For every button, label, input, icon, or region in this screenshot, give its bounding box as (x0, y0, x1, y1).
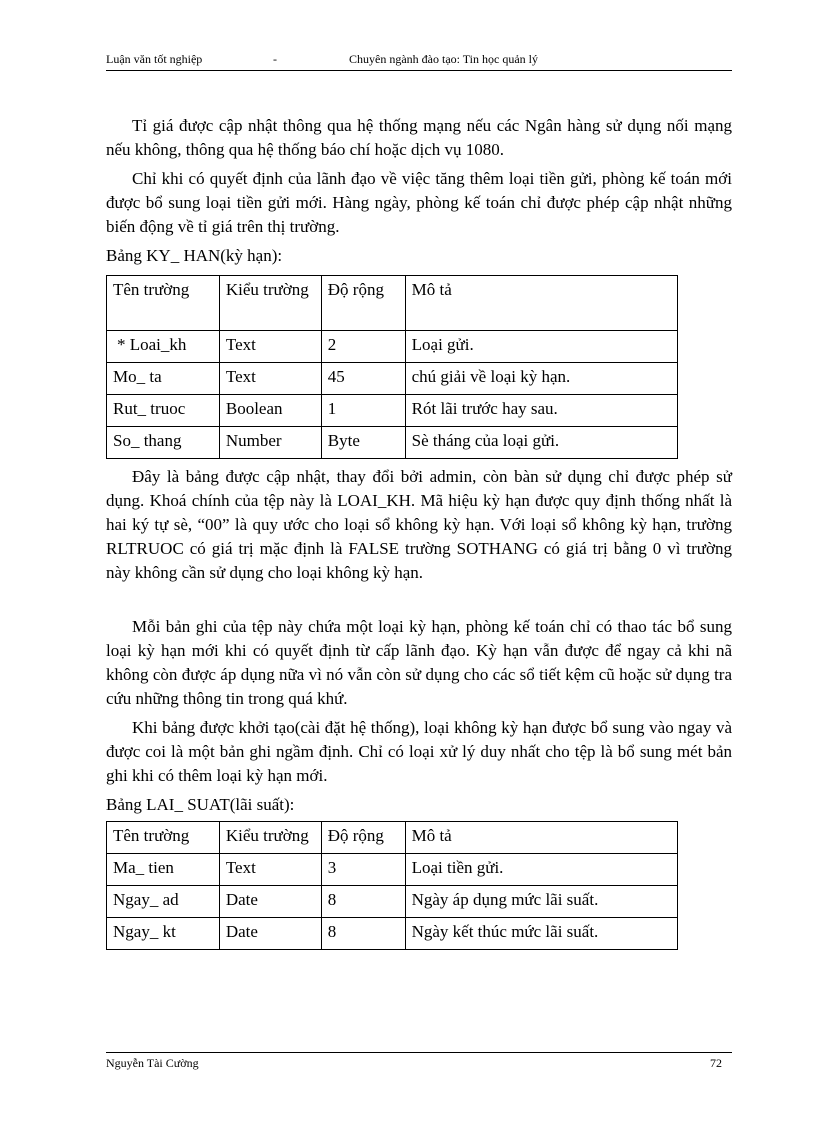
paragraph-table-usage: Đây là bảng được cập nhật, thay đổi bởi admin, còn bàn sử dụng chỉ được phép sử dụng. Khoá chính của tệp này là LOAI_KH. Mã hiệu kỳ hạn được quy định thống nhất là hai ký tự sè, “00” là quy ước cho loại sổ không kỳ hạn. Với loại sổ không kỳ hạn, trường RLTRUOC có giá trị mặc định là FALSE trường SOTHANG có giá trị bằng 0 vì trường này không cần sử dụng cho loại không kỳ hạn. (106, 467, 732, 582)
table-cell: Loại gửi. (405, 331, 677, 363)
table-row (107, 427, 678, 459)
table-cell: 3 (321, 854, 405, 886)
header-separator: - (273, 52, 277, 66)
table-cell: 1 (321, 395, 405, 427)
lai-suat-table (106, 821, 678, 950)
paragraph-record-rules: Mỗi bản ghi của tệp này chứa một loại kỳ hạn, phòng kế toán chỉ có thao tác bổ sung loại kỳ hạn mới khi có quyết định từ cấp lãnh đạo. Kỳ hạn vẫn được để ngay cả khi nã không còn được áp dụng nữa vì nó vẫn còn sử dụng cho các sổ tiết kệm cũ hoặc sử dụng tra cứu những thông tin trong quá khứ. (106, 617, 732, 708)
header-cell: Tên trường (107, 276, 220, 331)
table-row (107, 854, 678, 886)
header-thesis-label: Luận văn tốt nghiệp (106, 52, 203, 66)
table-cell: Loại tiền gửi. (405, 854, 677, 886)
header-cell: Mô tả (405, 276, 677, 331)
header-cell: Mô tả (405, 822, 677, 854)
table-cell: Rót lãi trước hay sau. (405, 395, 677, 427)
table-cell: 2 (321, 331, 405, 363)
paragraph-deposit-types: Chỉ khi có quyết định của lãnh đạo về việc tăng thêm loại tiền gửi, phòng kế toán mới được bổ sung loại tiền gửi mới. Hàng ngày, phòng kế toán chỉ được phép cập nhật những biến động về tỉ giá trên thị trường. (106, 169, 732, 236)
header-cell: Độ rộng (321, 822, 405, 854)
table-cell: Text (219, 363, 321, 395)
table-cell: Byte (321, 427, 405, 459)
table-row (107, 886, 678, 918)
header-cell: Độ rộng (321, 276, 405, 331)
page-footer (106, 1056, 732, 1071)
table-cell: Ngày áp dụng mức lãi suất. (405, 886, 677, 918)
ky-han-table (106, 275, 678, 459)
paragraph-initialization: Khi bảng được khởi tạo(cài đặt hệ thống), loại không kỳ hạn được bổ sung vào ngay và được coi là một bản ghi ngầm định. Chỉ có loại xử lý duy nhất cho tệp là bổ sung mét bản ghi khi có thêm loại kỳ hạn mới. (106, 718, 732, 785)
table-cell: Date (219, 918, 321, 950)
table-cell: Sè tháng của loại gửi. (405, 427, 677, 459)
header-cell: Tên trường (107, 822, 220, 854)
table-row (107, 918, 678, 950)
header-cell: Kiểu trường (219, 276, 321, 331)
table-cell: So_ thang (107, 427, 220, 459)
header-major-label: Chuyên ngành đào tạo: Tin học quản lý (349, 52, 538, 66)
table1-caption: Bảng KY_ HAN(kỳ hạn): (106, 246, 283, 265)
table-header-row (107, 822, 678, 854)
table-cell: Number (219, 427, 321, 459)
footer-author: Nguyễn Tài Cường (106, 1056, 199, 1070)
table-cell: Ngày kết thúc mức lãi suất. (405, 918, 677, 950)
table-header-row (107, 276, 678, 331)
table-cell: Boolean (219, 395, 321, 427)
table-cell: 8 (321, 886, 405, 918)
table-cell: chú giải về loại kỳ hạn. (405, 363, 677, 395)
footer-rule (106, 1052, 732, 1053)
table-cell: Text (219, 854, 321, 886)
table-row (107, 363, 678, 395)
page-header (106, 52, 732, 68)
header-rule (106, 70, 732, 71)
header-cell: Kiểu trường (219, 822, 321, 854)
table-cell: Date (219, 886, 321, 918)
table-cell: Ngay_ kt (107, 918, 220, 950)
table2-caption: Bảng LAI_ SUAT(lãi suất): (106, 795, 295, 814)
table-cell: 8 (321, 918, 405, 950)
table-cell: Text (219, 331, 321, 363)
table-cell: 45 (321, 363, 405, 395)
page-number: 72 (710, 1056, 722, 1070)
table-cell: Rut_ truoc (107, 395, 220, 427)
table-cell: Ngay_ ad (107, 886, 220, 918)
table-row (107, 331, 678, 363)
table-cell: * Loai_kh (107, 331, 220, 363)
table-cell: Ma_ tien (107, 854, 220, 886)
table-cell: Mo_ ta (107, 363, 220, 395)
paragraph-exchange-rate: Tỉ giá được cập nhật thông qua hệ thống mạng nếu các Ngân hàng sử dụng nối mạng nếu không, thông qua hệ thống báo chí hoặc dịch vụ 1080. (106, 116, 732, 159)
table-row (107, 395, 678, 427)
